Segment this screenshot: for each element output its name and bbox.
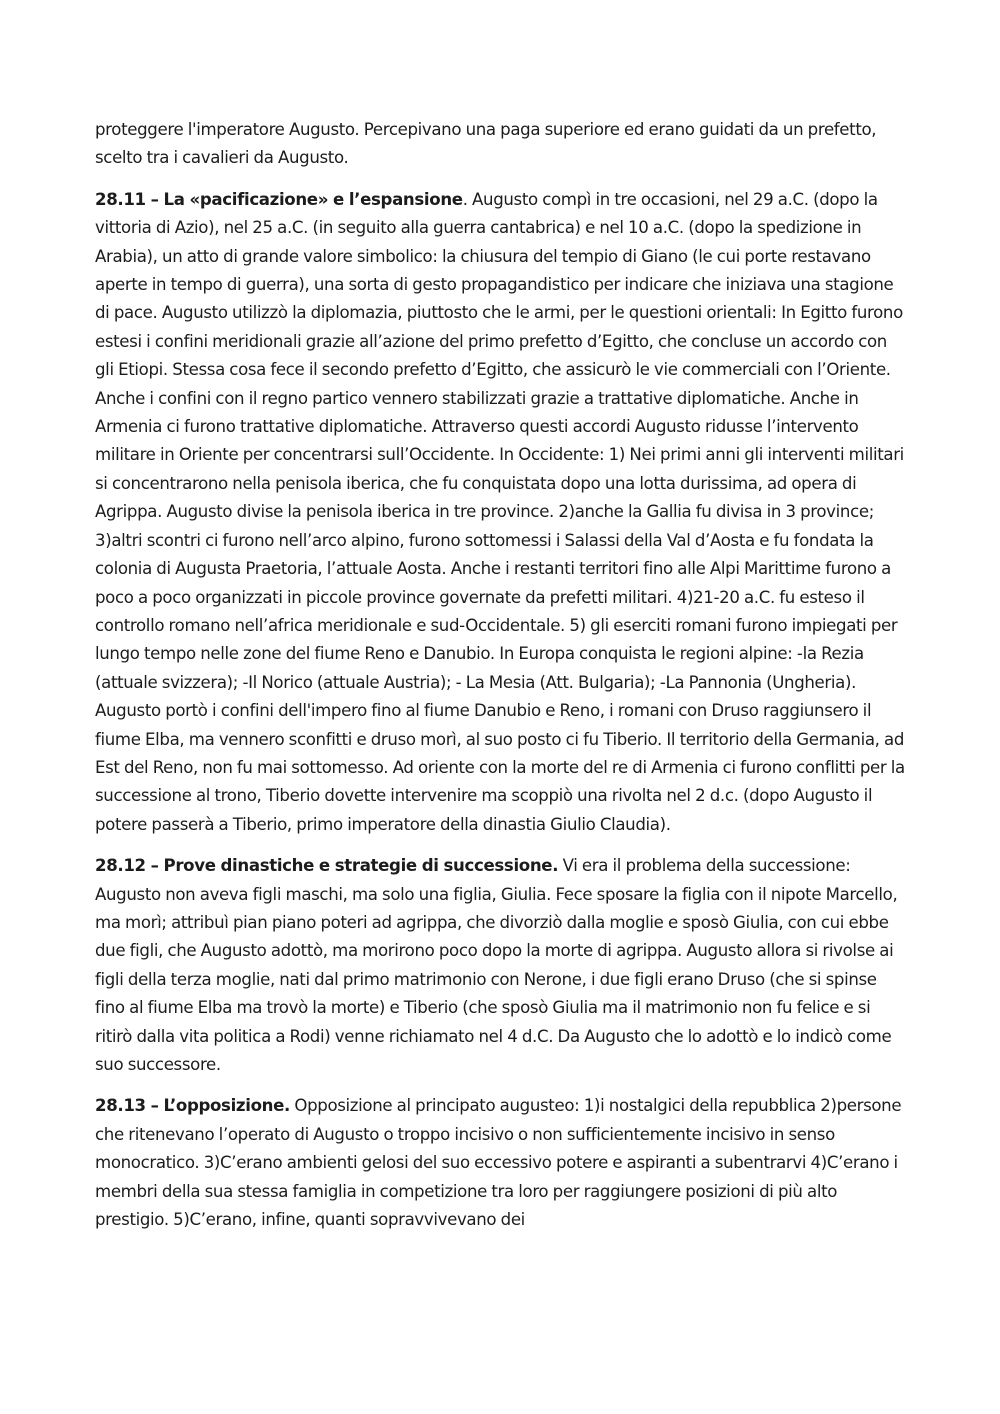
document-page — [95, 116, 907, 1247]
paragraph-text: Opposizione al principato augusteo: 1)i nostalgici della repubblica 2)persone che ritenevano l’operato di Augusto o troppo incisivo o non sufficientemente incisivo in senso monocratico. 3)C’erano ambienti gelosi del suo eccessivo potere e aspiranti a subentrarvi 4)C’erano i membri della sua stessa famiglia in competizione tra loro per raggiungere posizioni di più alto prestigio. 5)C’erano, infine, quanti sopravvivevano dei — [95, 1096, 902, 1230]
paragraph-successione — [95, 852, 907, 1079]
section-heading-28-12: 28.12 – Prove dinastiche e strategie di successione. — [95, 856, 559, 876]
paragraph-text: Vi era il problema della successione: Augusto non aveva figli maschi, ma solo una figlia, Giulia. Fece sposare la figlia con il nipote Marcello, ma morì; attribuì pian piano poteri ad agrippa, che divorziò dalla moglie e sposò Giulia, con cui ebbe due figli, che Augusto adottò, ma morirono poco dopo la morte di agrippa. Augusto allora si rivolse ai figli della terza moglie, nati dal primo matrimonio con Nerone, i due figli erano Druso (che si spinse fino al fiume Elba ma trovò la morte) e Tiberio (che sposò Giulia ma il matrimonio non fu felice e si ritirò dalla vita politica a Rodi) venne richiamato nel 4 d.C. Da Augusto che lo adottò e lo indicò come suo successore. — [95, 856, 898, 1074]
paragraph-text: . Augusto compì in tre occasioni, nel 29 a.C. (dopo la vittoria di Azio), nel 25 a.C. (in seguito alla guerra cantabrica) e nel 10 a.C. (dopo la spedizione in Arabia), un atto di grande valore simbolico: la chiusura del tempio di Giano (le cui porte restavano aperte in tempo di guerra), una sorta di gesto propagandistico per indicare che iniziava una stagione di pace. Augusto utilizzò la diplomazia, piuttosto che le armi, per le questioni orientali: In Egitto furono estesi i confini meridionali grazie all’azione del primo prefetto d’Egitto, che concluse un accordo con gli Etiopi. Stessa cosa fece il secondo prefetto d’Egitto, che assicurò le vie commerciali con l’Oriente. Anche i confini con il regno partico vennero stabilizzati grazie a trattative diplomatiche. Anche in Armenia ci furono trattative diplomatiche. Attraverso questi accordi Augusto ridusse l’intervento militare in Oriente per concentrarsi sull’Occidente. In Occidente: 1) Nei primi anni gli interventi militari si concentrarono nella penisola iberica, che fu conquistata dopo una lotta durissima, ad opera di Agrippa. Augusto divise la penisola iberica in tre province. 2)anche la Gallia fu divisa in 3 province; 3)altri scontri ci furono nell’arco alpino, furono sottomessi i Salassi della Val d’Aosta e fu fondata la colonia di Augusta Praetoria, l’attuale Aosta. Anche i restanti territori fino alle Alpi Marittime furono a poco a poco organizzati in piccole province governate da prefetti militari. 4)21-20 a.C. fu esteso il controllo romano nell’africa meridionale e sud-Occidentale. 5) gli eserciti romani furono impiegati per lungo tempo nelle zone del fiume Reno e Danubio. In Europa conquista le regioni alpine: -la Rezia (attuale svizzera); -Il Norico (attuale Austria); - La Mesia (Att. Bulgaria); -La Pannonia (Ungheria). Augusto portò i confini dell'impero fino al fiume Danubio e Reno, i romani con Druso raggiunsero il fiume Elba, ma vennero sconfitti e druso morì, al suo posto ci fu Tiberio. Il territorio della Germania, ad Est del Reno, non fu mai sottomesso. Ad oriente con la morte del re di Armenia ci furono conflitti per la successione al trono, Tiberio dovette intervenire ma scoppiò una rivolta nel 2 d.c. (dopo Augusto il potere passerà a Tiberio, primo imperatore della dinastia Giulio Claudia). — [95, 189, 905, 834]
section-heading-28-13: 28.13 – L’opposizione. — [95, 1096, 290, 1116]
section-heading-28-11: 28.11 – La «pacificazione» e l’espansione — [95, 189, 463, 209]
paragraph-opposizione — [95, 1092, 907, 1234]
paragraph-text: proteggere l'imperatore Augusto. Percepivano una paga superiore ed erano guidati da un prefetto, scelto tra i cavalieri da Augusto. — [95, 120, 877, 168]
paragraph-praetorian-guard — [95, 116, 907, 173]
paragraph-pacificazione — [95, 186, 907, 839]
